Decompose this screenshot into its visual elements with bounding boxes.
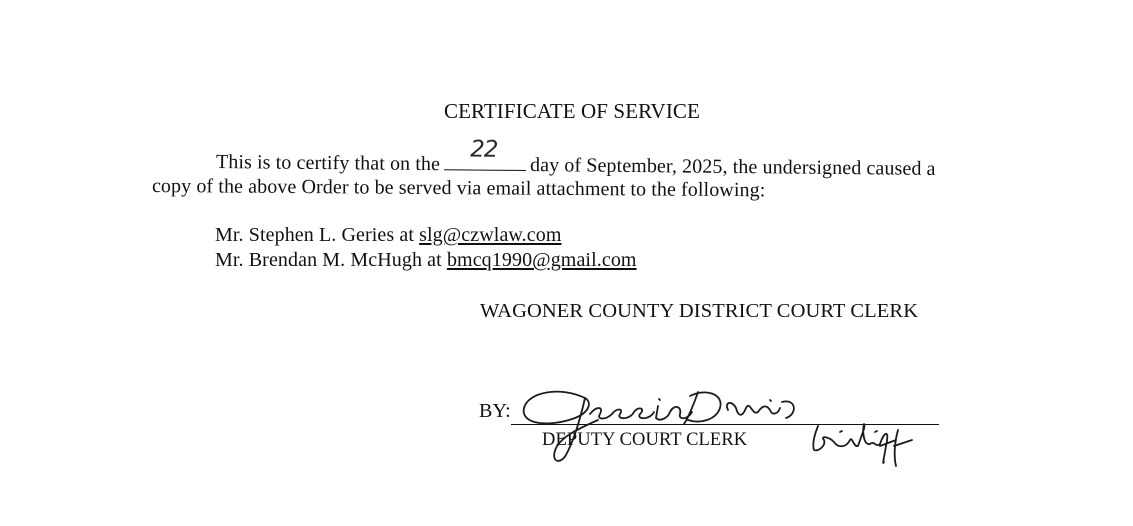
deputy-title: DEPUTY COURT CLERK — [542, 430, 748, 450]
day-blank — [444, 136, 526, 171]
by-label: BY: — [479, 400, 511, 422]
handwritten-day: 22 — [470, 136, 498, 163]
recipient-email-link[interactable]: bmcq1990@gmail.com — [446, 249, 637, 271]
recipient-name: Mr. Brendan M. McHugh at — [215, 249, 442, 271]
recipient-name: Mr. Stephen L. Geries at — [215, 224, 415, 246]
signature-line — [511, 424, 939, 425]
court-clerk-office: WAGONER COUNTY DISTRICT COURT CLERK — [480, 300, 919, 322]
service-recipient — [215, 224, 562, 246]
recipient-email-link[interactable]: slg@czwlaw.com — [419, 224, 562, 246]
certification-paragraph-line-2: copy of the above Order to be served via email attachment to the following: — [151, 175, 766, 202]
service-recipient — [215, 249, 637, 271]
certificate-title: CERTIFICATE OF SERVICE — [444, 99, 700, 123]
certification-text-mid: day of September, 2025, the undersigned caused a — [529, 154, 936, 180]
certification-text-start: This is to certify that on the — [215, 151, 441, 176]
